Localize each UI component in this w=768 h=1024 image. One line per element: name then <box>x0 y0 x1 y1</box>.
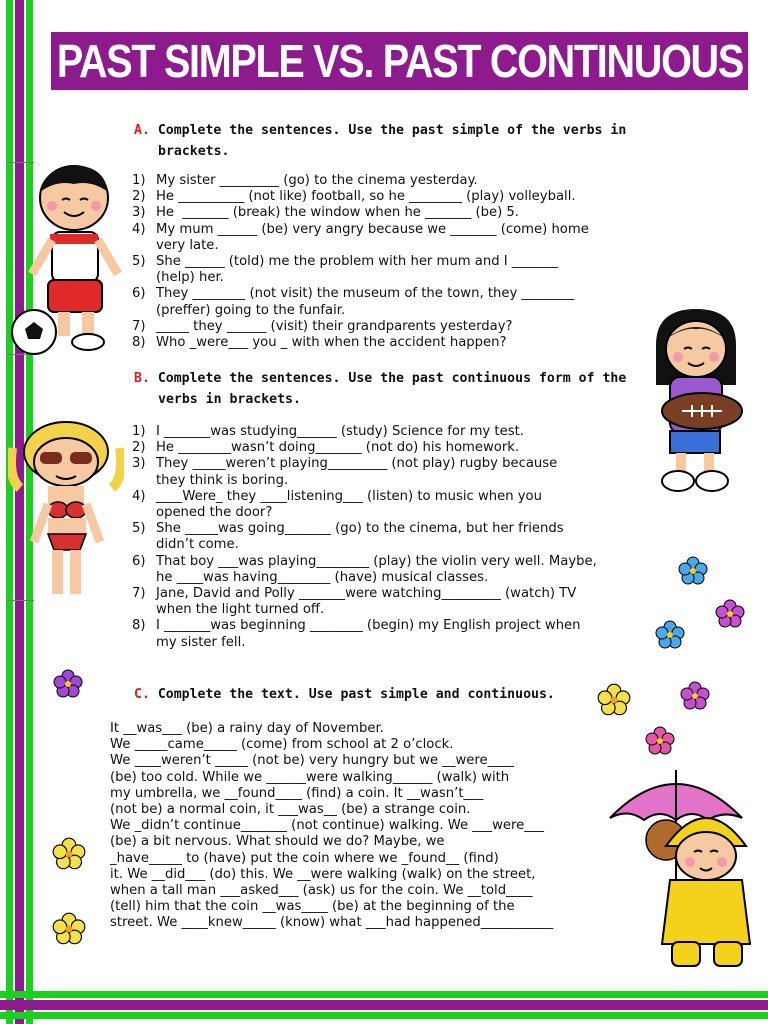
item-line: my sister fell. <box>156 634 246 650</box>
exercise-item <box>132 254 589 286</box>
item-text <box>156 286 574 318</box>
girl-in-swimsuit-icon <box>8 418 124 604</box>
flower-icon <box>53 669 83 699</box>
item-line: Jane, David and Polly _______were watching_________ (watch) TV <box>156 586 577 602</box>
item-line: Who _were___ you _ with when the accident happen? <box>156 335 507 351</box>
boy-with-ball-icon <box>8 162 126 358</box>
exercise-item <box>132 489 597 521</box>
item-text <box>156 618 581 650</box>
page-title: PAST SIMPLE VS. PAST CONTINUOUS <box>56 35 743 87</box>
item-line: didn’t come. <box>156 537 239 553</box>
section-letter: B. <box>134 371 150 386</box>
item-number: 1) <box>132 424 146 439</box>
item-line: My sister _________ (go) to the cinema yesterday. <box>156 173 478 188</box>
item-number: 3) <box>132 205 146 221</box>
text-line: (not be) a normal coin, it ___was__ (be) a strange coin. <box>110 802 471 818</box>
item-text <box>156 521 564 553</box>
item-line: he ____was having________ (have) musical classes. <box>156 569 489 585</box>
section-instruction: Complete the sentences. Use the past continuous form of the <box>157 371 627 386</box>
item-line: He _______ (break) the window when he _______ (be) 5. <box>156 205 520 221</box>
bottom-green-stripe <box>0 991 768 998</box>
flower-icon <box>678 556 708 586</box>
item-number: 8) <box>132 335 146 351</box>
item-line: (help) her. <box>156 270 224 286</box>
item-number: 6) <box>132 286 146 302</box>
flower-icon <box>597 683 631 717</box>
exercise-item <box>132 286 589 318</box>
item-line: (preffer) going to the funfair. <box>156 302 346 318</box>
section-instruction-cont: brackets. <box>158 144 230 159</box>
item-number: 7) <box>132 586 146 602</box>
item-line: opened the door? <box>156 505 273 521</box>
item-number: 5) <box>132 521 146 537</box>
item-line: when the light turned off. <box>156 602 325 618</box>
item-text <box>156 254 558 286</box>
exercise-item <box>132 554 597 586</box>
item-number: 1) <box>132 173 146 188</box>
item-number: 8) <box>132 618 146 634</box>
text-line: We _____came_____ (come) from school at 2 o’clock. <box>110 737 454 753</box>
item-text <box>156 335 507 351</box>
item-line: My mum ______ (be) very angry because we _______ (come) home <box>156 221 589 237</box>
title-banner <box>51 32 748 90</box>
exercise-item <box>132 222 589 254</box>
item-line: _____ they ______ (visit) their grandparents yesterday? <box>156 318 513 334</box>
item-line: they think is boring. <box>156 472 289 488</box>
text-line: when a tall man ___asked___ (ask) us for the coin. We __told____ <box>110 883 533 899</box>
text-line: (be) a bit nervous. What should we do? Maybe, we <box>110 834 445 850</box>
section-a-list <box>132 173 589 351</box>
exercise-item <box>132 618 597 650</box>
section-b-heading <box>134 368 654 410</box>
item-text <box>156 440 519 456</box>
text-line: my umbrella, we __found____ (find) a coin. It __wasn’t___ <box>110 785 484 801</box>
item-text <box>156 319 513 335</box>
flower-icon <box>52 912 86 946</box>
section-c-heading <box>134 684 654 705</box>
item-line: They _____weren’t playing_________ (not play) rugby because <box>156 456 558 472</box>
item-text <box>156 173 478 189</box>
section-instruction: Complete the text. Use past simple and continuous. <box>157 687 555 702</box>
item-line: He __________ (not like) football, so he ________ (play) volleyball. <box>156 189 576 205</box>
section-letter: A. <box>134 123 150 138</box>
exercise-item <box>132 424 597 440</box>
section-a-heading <box>134 120 654 162</box>
bottom-green-stripe-2 <box>0 1012 768 1019</box>
item-text <box>156 456 557 488</box>
item-text <box>156 424 524 440</box>
item-number: 4) <box>132 221 146 237</box>
exercise-item <box>132 189 589 205</box>
item-line: She ______ (told) me the problem with her mum and I _______ <box>156 254 559 270</box>
item-text <box>156 189 576 205</box>
exercise-item <box>132 456 597 488</box>
text-line: (tell) him that the coin __was____ (be) at the beginning of the <box>110 899 515 915</box>
item-line: I _______was beginning ________ (begin) my English project when <box>156 618 581 634</box>
flower-icon <box>680 681 710 711</box>
item-text <box>156 489 542 521</box>
exercise-item <box>132 440 597 456</box>
flower-icon <box>655 620 685 650</box>
text-line: street. We ____knew_____ (know) what ___had happened___________ <box>110 915 554 931</box>
text-line: (be) too cold. While we ______were walking______ (walk) with <box>110 769 510 785</box>
section-c-text <box>110 721 650 932</box>
item-number: 2) <box>132 189 146 205</box>
item-number: 3) <box>132 456 146 472</box>
item-text <box>156 205 519 221</box>
item-text <box>156 554 597 586</box>
exercise-item <box>132 586 597 618</box>
item-line: That boy ___was playing________ (play) the violin very well. Maybe, <box>156 553 597 569</box>
exercise-item <box>132 173 589 189</box>
item-line: ____Were_ they ____listening___ (listen) to music when you <box>156 488 542 504</box>
exercise-item <box>132 521 597 553</box>
item-line: He ________wasn’t doing_______ (not do) his homework. <box>156 440 520 456</box>
text-line: _have_____ to (have) put the coin where we _found__ (find) <box>110 850 499 866</box>
item-number: 2) <box>132 440 146 456</box>
item-text <box>156 586 576 618</box>
section-instruction-cont: verbs in brackets. <box>158 392 301 407</box>
flower-icon <box>715 599 745 629</box>
girl-with-umbrella-icon <box>606 760 762 972</box>
flower-icon <box>52 837 86 871</box>
exercise-item <box>132 319 589 335</box>
text-line: We ____weren’t _____ (not be) very hungry but we __were____ <box>110 753 515 769</box>
item-line: I _______was studying______ (study) Science for my test. <box>156 424 524 439</box>
bottom-purple-stripe <box>0 1000 768 1010</box>
item-number: 6) <box>132 553 146 569</box>
item-number: 4) <box>132 488 146 504</box>
item-number: 5) <box>132 254 146 270</box>
exercise-item <box>132 205 589 221</box>
item-line: She _____was going_______ (go) to the cinema, but her friends <box>156 521 564 537</box>
item-line: very late. <box>156 237 219 253</box>
item-line: They ________ (not visit) the museum of the town, they ________ <box>156 286 575 302</box>
flower-icon <box>645 726 675 756</box>
text-line: We _didn’t continue_______ (not continue) walking. We ___were___ <box>110 818 545 834</box>
section-instruction: Complete the sentences. Use the past simple of the verbs in <box>157 123 627 138</box>
text-line: it. We __did___ (do) this. We __were walking (walk) on the street, <box>110 866 536 882</box>
item-number: 7) <box>132 318 146 334</box>
girl-with-football-icon <box>648 305 744 497</box>
text-line: It __was___ (be) a rainy day of November. <box>110 721 384 736</box>
item-text <box>156 222 589 254</box>
section-letter: C. <box>134 687 150 702</box>
exercise-item <box>132 335 589 351</box>
section-b-list <box>132 424 597 651</box>
